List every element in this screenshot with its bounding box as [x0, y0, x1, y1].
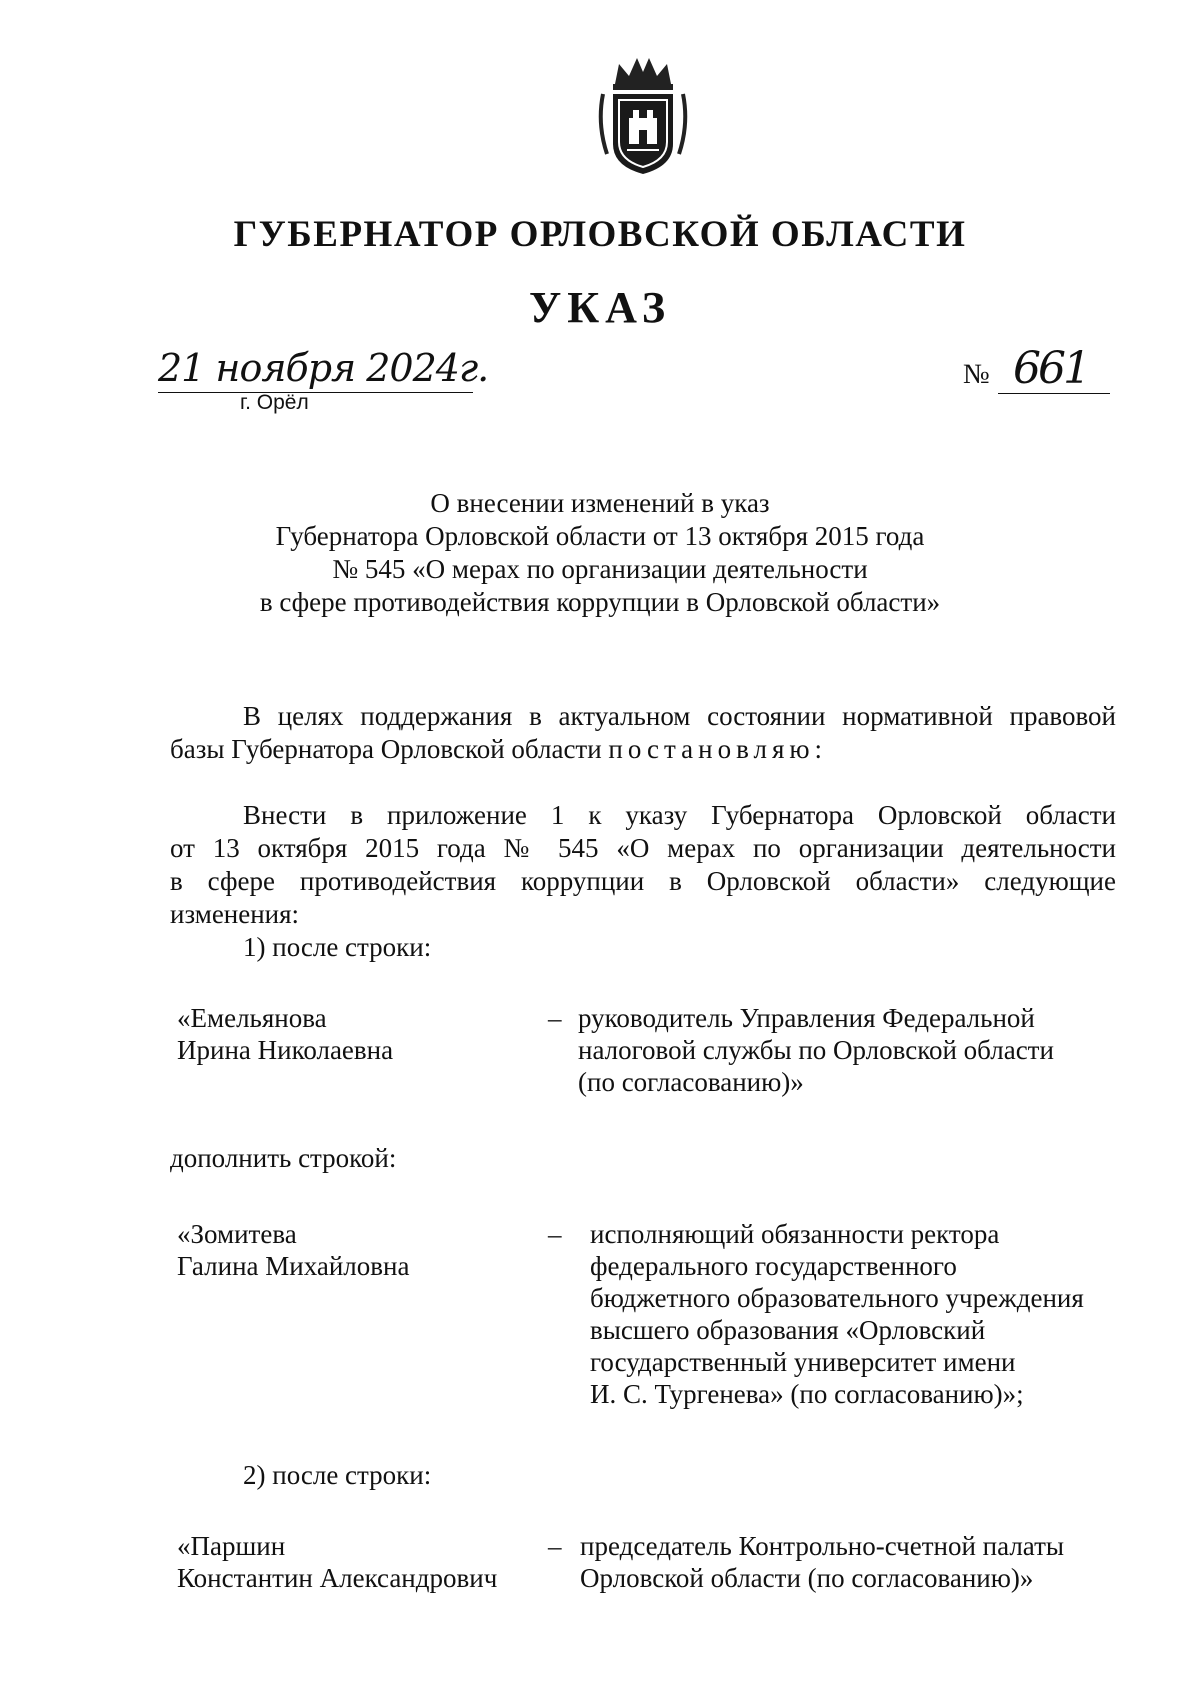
place-of-issue: г. Орёл	[240, 391, 309, 414]
add-line-label: дополнить строкой:	[170, 1143, 397, 1173]
entry-2-dash: –	[548, 1219, 562, 1249]
position-line: председатель Контрольно-счетной палаты	[580, 1531, 1065, 1561]
preamble-text: базы Губернатора Орловской области	[170, 734, 602, 764]
number-underline	[998, 393, 1110, 394]
entry-3-dash: –	[548, 1531, 562, 1561]
position-line: высшего образования «Орловский	[590, 1315, 986, 1345]
entry-surname: «Паршин	[177, 1531, 286, 1561]
body-intro-line: изменения:	[170, 899, 300, 929]
entry-3-name	[177, 1530, 497, 1594]
position-line: налоговой службы по Орловской области	[578, 1035, 1054, 1065]
position-line: государственный университет имени	[590, 1347, 1016, 1377]
entry-1-dash: –	[548, 1003, 562, 1033]
entry-given-names: Ирина Николаевна	[177, 1035, 394, 1065]
document-subject	[150, 487, 1050, 619]
entry-surname: «Емельянова	[177, 1003, 327, 1033]
date-underline	[158, 392, 473, 393]
document-type: УКАЗ	[528, 283, 672, 332]
entry-2-position	[590, 1218, 1084, 1410]
entry-2-name	[177, 1218, 409, 1282]
preamble-decree-word: постановляю:	[608, 734, 828, 764]
position-line: Орловской области (по согласованию)»	[580, 1563, 1034, 1593]
entry-1-name	[177, 1002, 393, 1066]
body-intro-line: от 13 октября 2015 года № 545 «О мерах по организации деятельности	[170, 833, 1116, 863]
number-label: №	[963, 359, 990, 390]
subject-line: № 545 «О мерах по организации деятельности	[332, 554, 868, 584]
position-line: федерального государственного	[590, 1251, 957, 1281]
entry-1-position	[578, 1002, 1054, 1098]
entry-given-names: Галина Михайловна	[177, 1251, 410, 1281]
position-line: исполняющий обязанности ректора	[590, 1219, 1000, 1249]
body-intro-line: в сфере противодействия коррупции в Орловской области» следующие	[170, 866, 1116, 896]
preamble-line-1: В целях поддержания в актуальном состоянии нормативной правовой	[243, 701, 1116, 731]
item-2-label: 2) после строки:	[243, 1460, 432, 1490]
position-line: (по согласованию)»	[578, 1067, 804, 1097]
preamble-line-2	[170, 733, 827, 766]
subject-line: О внесении изменений в указ	[430, 488, 770, 518]
number-handwritten: 661	[1013, 343, 1088, 394]
position-line: руководитель Управления Федеральной	[578, 1003, 1035, 1033]
subject-line: Губернатора Орловской области от 13 октября 2015 года	[275, 521, 925, 551]
entry-3-position	[580, 1530, 1064, 1594]
entry-given-names: Константин Александрович	[177, 1563, 498, 1593]
item-1-label: 1) после строки:	[243, 932, 432, 962]
orel-coat-of-arms-icon	[593, 54, 693, 178]
position-line: бюджетного образовательного учреждения	[590, 1283, 1084, 1313]
entry-surname: «Зомитева	[177, 1219, 297, 1249]
body-intro-line: Внести в приложение 1 к указу Губернатора Орловской области	[243, 800, 1116, 830]
position-line: И. С. Тургенева» (по согласованию)»;	[590, 1379, 1024, 1409]
subject-line: в сфере противодействия коррупции в Орловской области»	[259, 587, 941, 617]
issuing-authority: ГУБЕРНАТОР ОРЛОВСКОЙ ОБЛАСТИ	[233, 214, 967, 255]
date-handwritten: 21 ноября 2024г.	[158, 346, 489, 390]
